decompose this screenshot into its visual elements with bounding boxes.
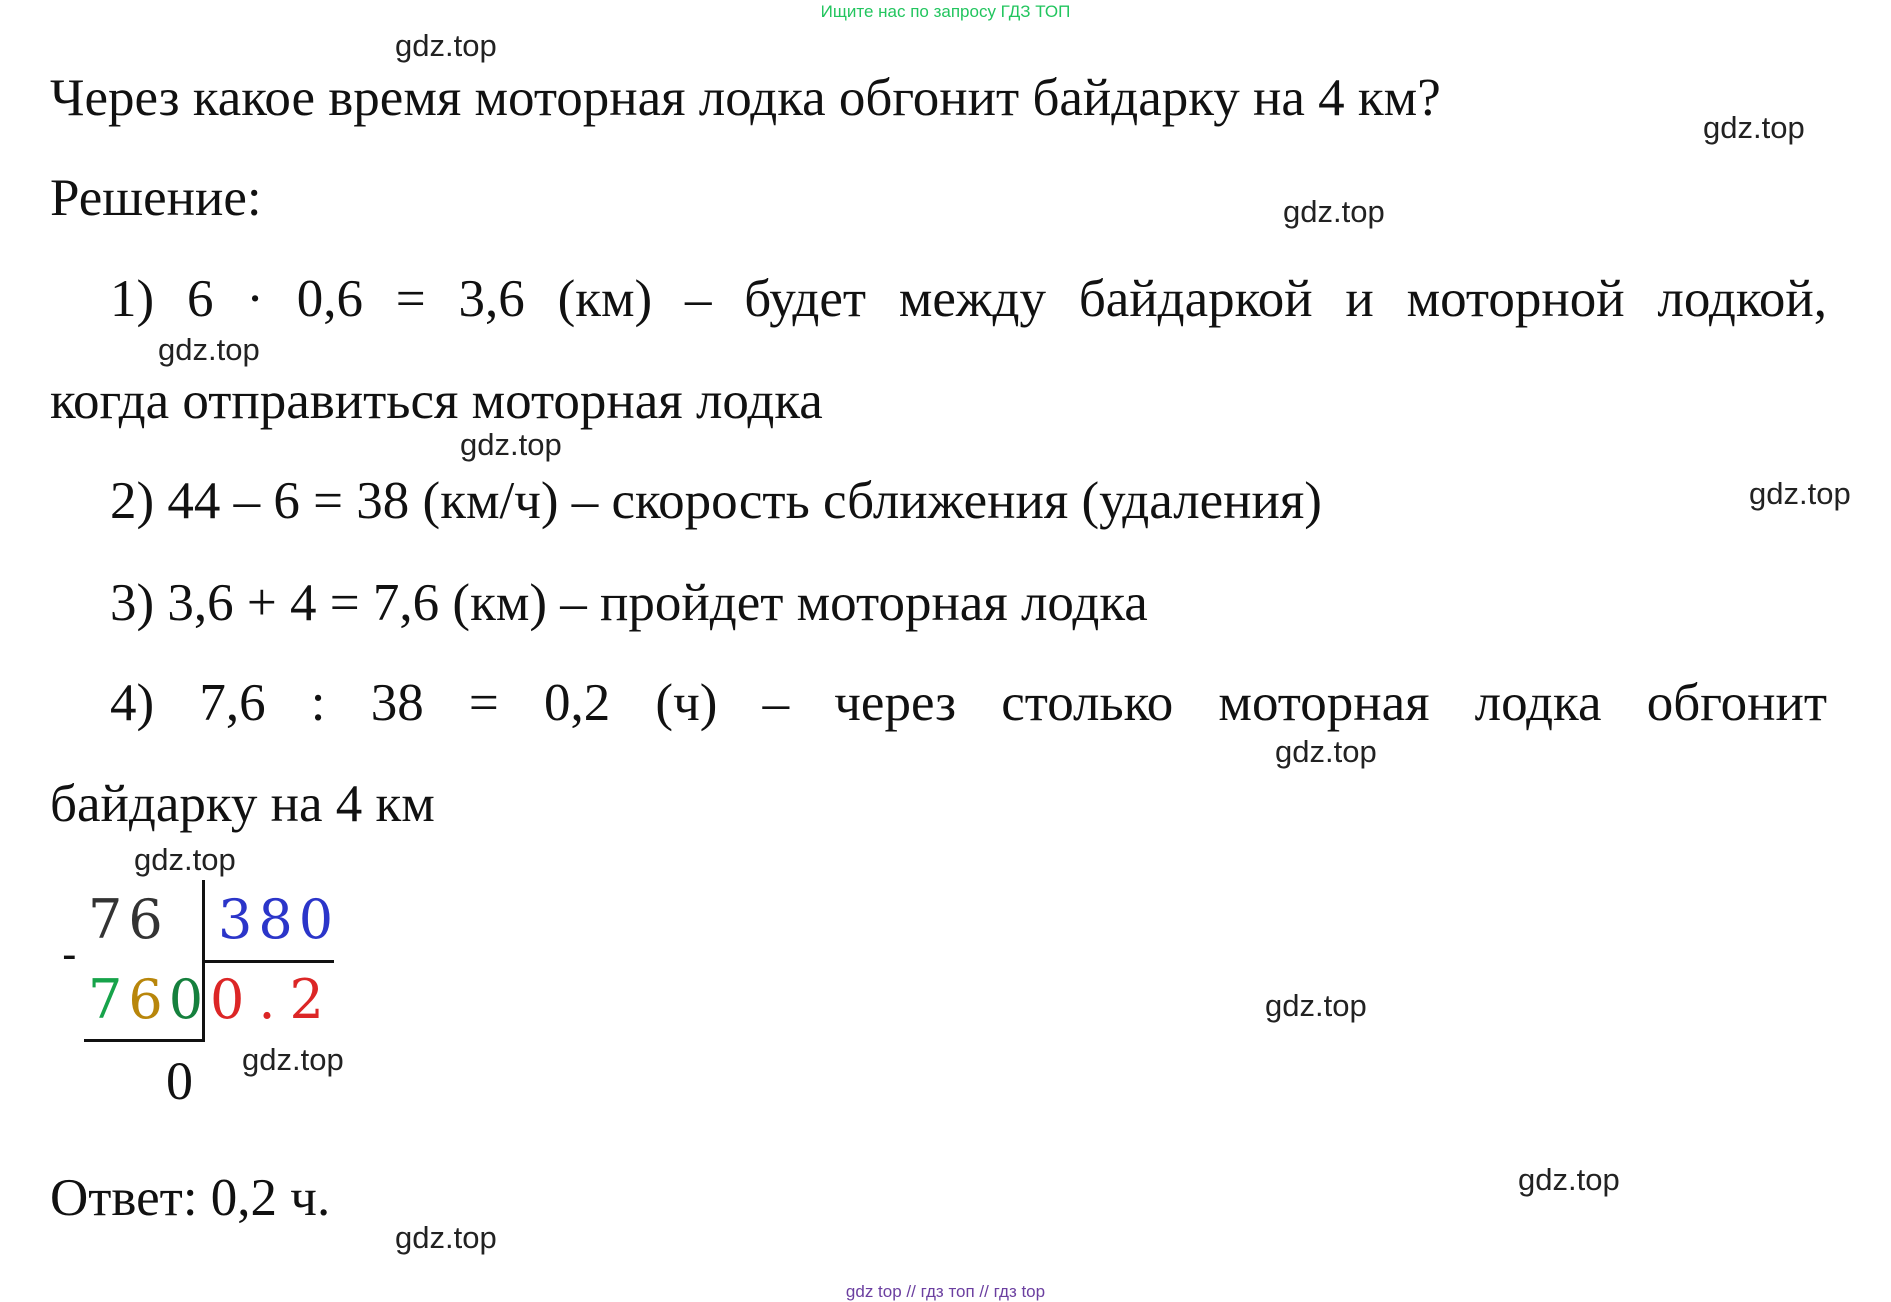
watermark: gdz.top: [1275, 734, 1377, 769]
division-horizontal-line: [202, 960, 334, 963]
watermark: gdz.top: [395, 1220, 497, 1255]
subtrahend-digit: 0: [168, 968, 210, 1031]
division-dividend: 76: [88, 888, 169, 951]
watermark: gdz.top: [1749, 476, 1851, 511]
division-remainder: 0: [166, 1051, 193, 1111]
watermark: gdz.top: [460, 427, 562, 462]
quotient-point: .: [258, 968, 290, 1031]
step-1-line-2: когда отправиться моторная лодка: [50, 372, 823, 430]
subtrahend-digit: 6: [128, 968, 169, 1031]
search-banner[interactable]: Ищите нас по запросу ГДЗ ТОП: [820, 2, 1071, 21]
step-4-line-1: 4) 7,6 : 38 = 0,2 (ч) – через столько моторная лодка обгонит: [110, 674, 1827, 732]
watermark: gdz.top: [1518, 1162, 1620, 1197]
watermark: gdz.top: [242, 1042, 344, 1077]
division-subtrahend: [88, 968, 209, 1031]
watermark: gdz.top: [1283, 194, 1385, 229]
watermark: gdz.top: [134, 842, 236, 877]
quotient-digit: 0: [210, 968, 259, 1031]
footer-links[interactable]: gdz top // гдз топ // гдз top: [845, 1282, 1046, 1301]
watermark: gdz.top: [1703, 110, 1805, 145]
step-2: 2) 44 – 6 = 38 (км/ч) – скорость сближения (удаления): [110, 472, 1322, 530]
division-result-line: [84, 1039, 204, 1042]
question-text: Через какое время моторная лодка обгонит байдарку на 4 км?: [50, 69, 1441, 127]
quotient-digit: 2: [289, 968, 338, 1031]
division-minus-sign: -: [62, 930, 77, 979]
division-divisor: 380: [218, 888, 340, 951]
watermark: gdz.top: [395, 28, 497, 63]
subtrahend-digit: 7: [88, 968, 129, 1031]
watermark: gdz.top: [1265, 988, 1367, 1023]
division-quotient: [210, 968, 338, 1031]
watermark: gdz.top: [158, 332, 260, 367]
step-1-line-1: 1) 6 · 0,6 = 3,6 (км) – будет между байдаркой и моторной лодкой,: [110, 270, 1827, 328]
step-3: 3) 3,6 + 4 = 7,6 (км) – пройдет моторная лодка: [110, 574, 1148, 632]
answer-text: Ответ: 0,2 ч.: [50, 1169, 331, 1227]
step-4-line-2: байдарку на 4 км: [50, 775, 435, 833]
solution-label: Решение:: [50, 169, 262, 227]
